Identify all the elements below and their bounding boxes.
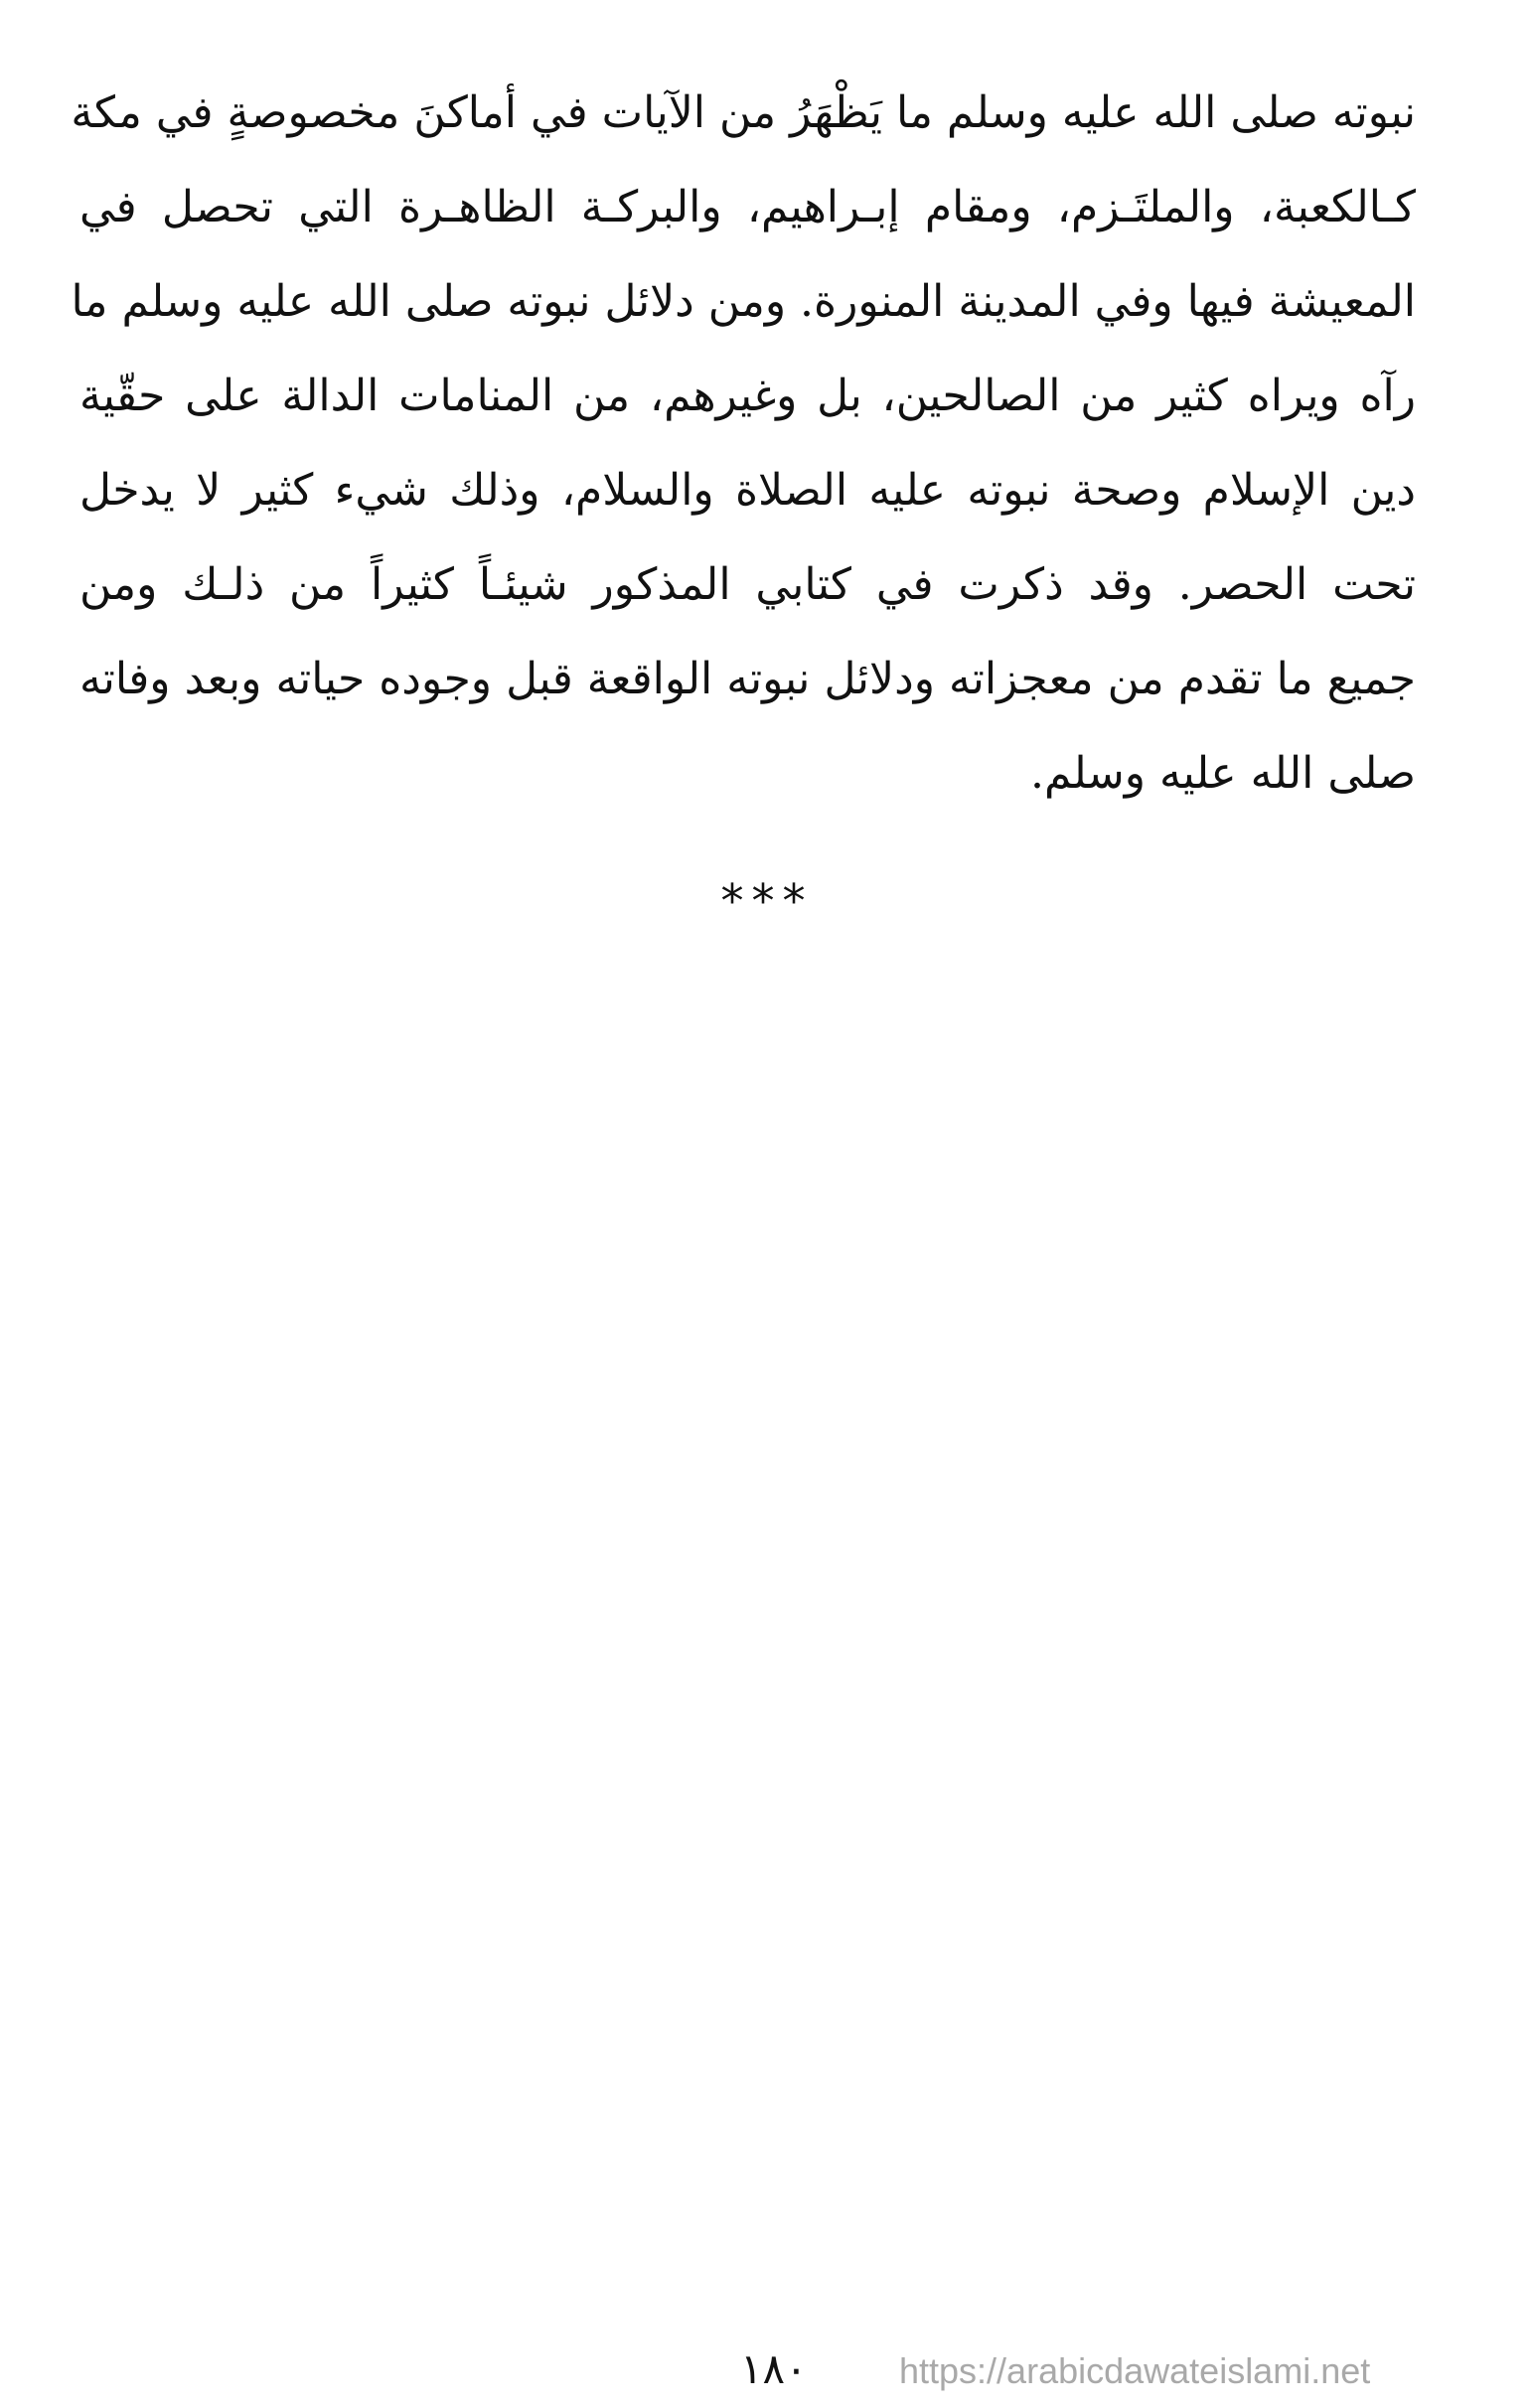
page-number: ١٨٠ bbox=[740, 2344, 808, 2393]
text-line: دين الإسلام وصحة نبوته عليه الصلاة والسلام، وذلك شيء كثير لا يدخل bbox=[79, 465, 1416, 516]
text-line: تحت الحصر. وقد ذكرت في كتابي المذكور شيئـاً كثيراً من ذلـك ومن bbox=[79, 559, 1416, 610]
text-line: المعيشة فيها وفي المدينة المنورة. ومن دلائل نبوته صلى الله عليه وسلم ما bbox=[71, 276, 1416, 327]
watermark-url: https://arabicdawateislami.net bbox=[899, 2350, 1371, 2391]
text-line: نبوته صلى الله عليه وسلم ما يَظْهَرُ من الآيات في أماكنَ مخصوصةٍ في مكة bbox=[71, 87, 1416, 138]
text-line: كـالكعبة، والملتَـزم، ومقام إبـراهيم، والبركـة الظاهـرة التي تحصل في bbox=[79, 182, 1416, 232]
body-text bbox=[71, 66, 1416, 821]
page-footer bbox=[0, 2344, 1534, 2404]
text-line-last: صلى الله عليه وسلم. bbox=[1030, 748, 1416, 799]
text-line: رآه ويراه كثير من الصالحين، بل وغيرهم، من المنامات الدالة على حقّية bbox=[79, 371, 1416, 421]
text-line: جميع ما تقدم من معجزاته ودلائل نبوته الواقعة قبل وجوده حياته وبعد وفاته bbox=[79, 654, 1416, 704]
section-separator: *** bbox=[720, 874, 814, 928]
